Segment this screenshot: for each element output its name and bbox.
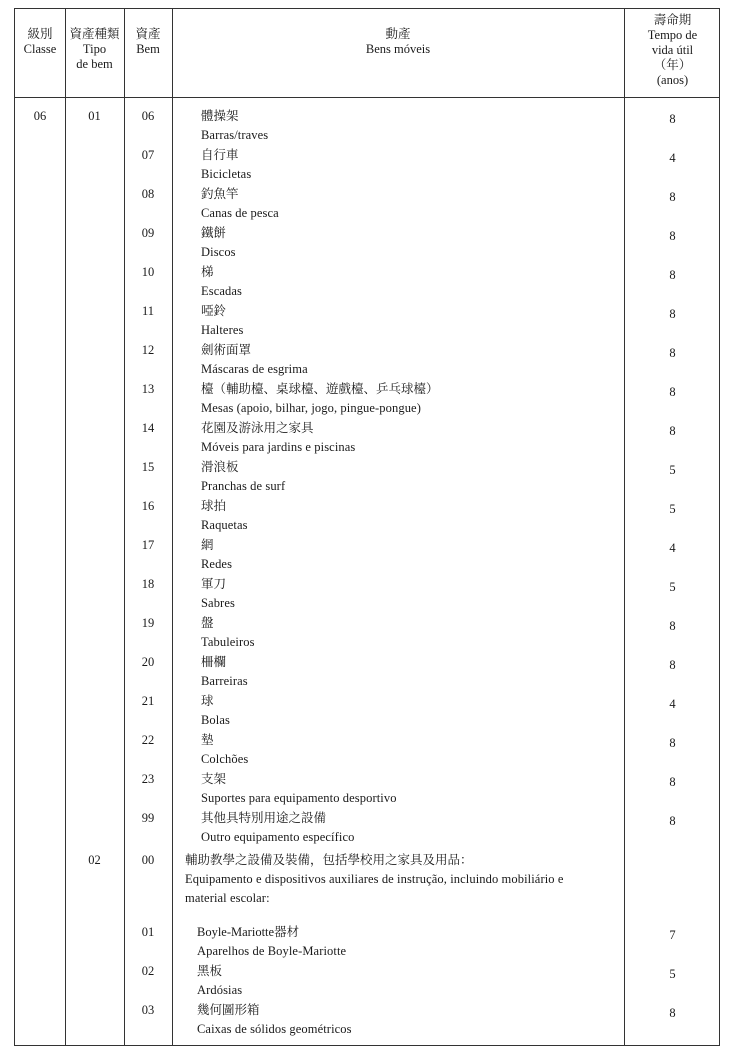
group-name-pt: Equipamento e dispositivos auxiliares de instrução, incluindo mobiliário e: [185, 872, 564, 886]
useful-life: 8: [669, 619, 676, 633]
asset-description: [201, 575, 235, 613]
asset-name-zh: 軍刀: [201, 577, 227, 591]
bem-code: 22: [141, 733, 155, 747]
asset-name-pt: Redes: [201, 557, 233, 571]
useful-life: 8: [669, 775, 676, 789]
bem-code: 07: [141, 148, 155, 162]
useful-life: 8: [669, 658, 676, 672]
useful-life: 8: [669, 112, 676, 126]
classe-code: 06: [33, 109, 47, 123]
header-classe-zh: 級別: [27, 27, 53, 41]
asset-name-pt: Barras/traves: [201, 128, 269, 142]
useful-life: 4: [669, 151, 676, 165]
asset-description: [197, 923, 346, 961]
asset-description: [201, 146, 251, 184]
column-divider: [65, 9, 66, 1045]
asset-name-zh: 黑板: [197, 964, 223, 978]
asset-name-pt: Discos: [201, 245, 236, 259]
asset-description: [197, 962, 242, 1000]
bem-code: 01: [141, 925, 155, 939]
useful-life: 8: [669, 814, 676, 828]
useful-life: 8: [669, 190, 676, 204]
header-bem: [124, 27, 172, 57]
asset-name-zh: Boyle-Mariotte器材: [197, 925, 300, 939]
useful-life: 8: [669, 1006, 676, 1020]
asset-description: [201, 263, 242, 301]
asset-name-zh: 墊: [201, 733, 214, 747]
asset-table: [14, 8, 720, 1046]
asset-name-pt: Canas de pesca: [201, 206, 279, 220]
asset-description: [201, 302, 243, 340]
header-classe-pt: Classe: [23, 42, 57, 56]
useful-life: 8: [669, 346, 676, 360]
header-bens: [172, 27, 624, 57]
asset-name-pt: Barreiras: [201, 674, 248, 688]
bem-code: 12: [141, 343, 155, 357]
asset-description: [201, 731, 248, 769]
useful-life: 5: [669, 967, 676, 981]
header-bens-zh: 動產: [385, 27, 411, 41]
tipo-code: 01: [88, 109, 101, 123]
asset-name-pt: Mesas (apoio, bilhar, jogo, pingue-pongue): [201, 401, 421, 415]
bem-code: 21: [141, 694, 155, 708]
asset-description: [201, 341, 308, 379]
asset-description: [197, 1001, 352, 1039]
asset-name-pt: Bolas: [201, 713, 230, 727]
bem-code: 20: [141, 655, 155, 669]
bem-code: 19: [141, 616, 155, 630]
asset-name-pt: Halteres: [201, 323, 244, 337]
asset-name-pt: Colchões: [201, 752, 249, 766]
asset-name-zh: 梯: [201, 265, 214, 279]
bem-code: 11: [141, 304, 155, 318]
asset-description: [201, 185, 279, 223]
header-tipo-pt: Tipo: [82, 42, 107, 56]
asset-name-zh: 釣魚竿: [201, 187, 239, 201]
useful-life: 8: [669, 385, 676, 399]
header-bem-pt: Bem: [136, 42, 160, 56]
asset-name-zh: 柵欄: [201, 655, 227, 669]
asset-name-pt: Outro equipamento específico: [201, 830, 355, 844]
bem-code: 09: [141, 226, 155, 240]
asset-name-zh: 體操架: [201, 109, 239, 123]
asset-name-pt: Móveis para jardins e piscinas: [201, 440, 356, 454]
asset-name-pt: Bicicletas: [201, 167, 252, 181]
group-description: [185, 851, 564, 908]
asset-name-zh: 幾何圖形箱: [197, 1003, 260, 1017]
asset-name-zh: 網: [201, 538, 214, 552]
asset-name-zh: 花園及游泳用之家具: [201, 421, 314, 435]
bem-code: 17: [141, 538, 155, 552]
asset-name-zh: 檯（輔助檯、桌球檯、遊戲檯、乒乓球檯）: [201, 382, 439, 396]
bem-code: 18: [141, 577, 155, 591]
asset-name-pt: Máscaras de esgrima: [201, 362, 308, 376]
asset-name-zh: 球: [201, 694, 214, 708]
asset-name-zh: 滑浪板: [201, 460, 239, 474]
header-tipo-zh: 資產種類: [69, 27, 120, 41]
bem-code: 00: [141, 853, 155, 867]
useful-life: 4: [669, 697, 676, 711]
bem-code: 14: [141, 421, 155, 435]
bem-code: 15: [141, 460, 155, 474]
asset-description: [201, 497, 248, 535]
asset-description: [201, 692, 230, 730]
useful-life: 8: [669, 736, 676, 750]
asset-name-pt: Escadas: [201, 284, 242, 298]
useful-life: 5: [669, 502, 676, 516]
useful-life: 5: [669, 463, 676, 477]
asset-description: [201, 224, 236, 262]
asset-name-pt: Raquetas: [201, 518, 248, 532]
useful-life: 5: [669, 580, 676, 594]
asset-name-zh: 劍術面罩: [201, 343, 252, 357]
header-life-unit-zh: （年）: [653, 58, 692, 72]
asset-description: [201, 770, 397, 808]
asset-name-zh: 啞鈴: [201, 304, 227, 318]
asset-name-zh: 球拍: [201, 499, 227, 513]
header-life: [624, 13, 721, 88]
bem-code: 99: [141, 811, 155, 825]
asset-name-pt: Suportes para equipamento desportivo: [201, 791, 397, 805]
bem-code: 13: [141, 382, 155, 396]
asset-description: [201, 614, 255, 652]
group-name-zh: 輔助教學之設備及裝備，包括學校用之家具及用品：: [185, 853, 473, 867]
bem-code: 23: [141, 772, 155, 786]
group-name-pt-cont: material escolar:: [185, 891, 270, 905]
asset-description: [201, 419, 355, 457]
bem-code: 02: [141, 964, 155, 978]
header-life-pt1: Tempo de: [647, 28, 698, 42]
header-classe: [15, 27, 65, 57]
header-tipo-pt2: de bem: [76, 57, 113, 71]
bem-code: 16: [141, 499, 155, 513]
asset-description: [201, 536, 232, 574]
header-bens-pt: Bens móveis: [365, 42, 431, 56]
useful-life: 7: [669, 928, 676, 942]
asset-name-pt: Aparelhos de Boyle-Mariotte: [197, 944, 347, 958]
header-life-pt2: vida útil: [651, 43, 694, 57]
asset-description: [201, 107, 268, 145]
bem-code: 08: [141, 187, 155, 201]
useful-life: 8: [669, 424, 676, 438]
bem-code: 10: [141, 265, 155, 279]
asset-name-zh: 自行車: [201, 148, 239, 162]
asset-description: [201, 809, 354, 847]
bem-code: 06: [141, 109, 155, 123]
asset-name-pt: Tabuleiros: [201, 635, 255, 649]
useful-life: 4: [669, 541, 676, 555]
asset-description: [201, 653, 248, 691]
asset-description: [201, 380, 439, 418]
useful-life: 8: [669, 229, 676, 243]
header-divider: [15, 97, 719, 98]
asset-name-pt: Pranchas de surf: [201, 479, 286, 493]
useful-life: 8: [669, 307, 676, 321]
header-life-unit-pt: (anos): [656, 73, 689, 87]
header-life-zh: 壽命期: [653, 13, 692, 27]
tipo-code: 02: [88, 853, 101, 867]
asset-name-pt: Ardósias: [197, 983, 243, 997]
asset-description: [201, 458, 285, 496]
header-tipo: [65, 27, 124, 72]
useful-life: 8: [669, 268, 676, 282]
asset-name-zh: 鐵餅: [201, 226, 227, 240]
asset-name-zh: 其他具特別用途之設備: [201, 811, 327, 825]
asset-name-pt: Sabres: [201, 596, 235, 610]
header-bem-zh: 資產: [135, 27, 161, 41]
asset-name-zh: 支架: [201, 772, 227, 786]
bem-code: 03: [141, 1003, 155, 1017]
asset-name-pt: Caixas de sólidos geométricos: [197, 1022, 352, 1036]
column-divider: [172, 9, 173, 1045]
asset-name-zh: 盤: [201, 616, 214, 630]
